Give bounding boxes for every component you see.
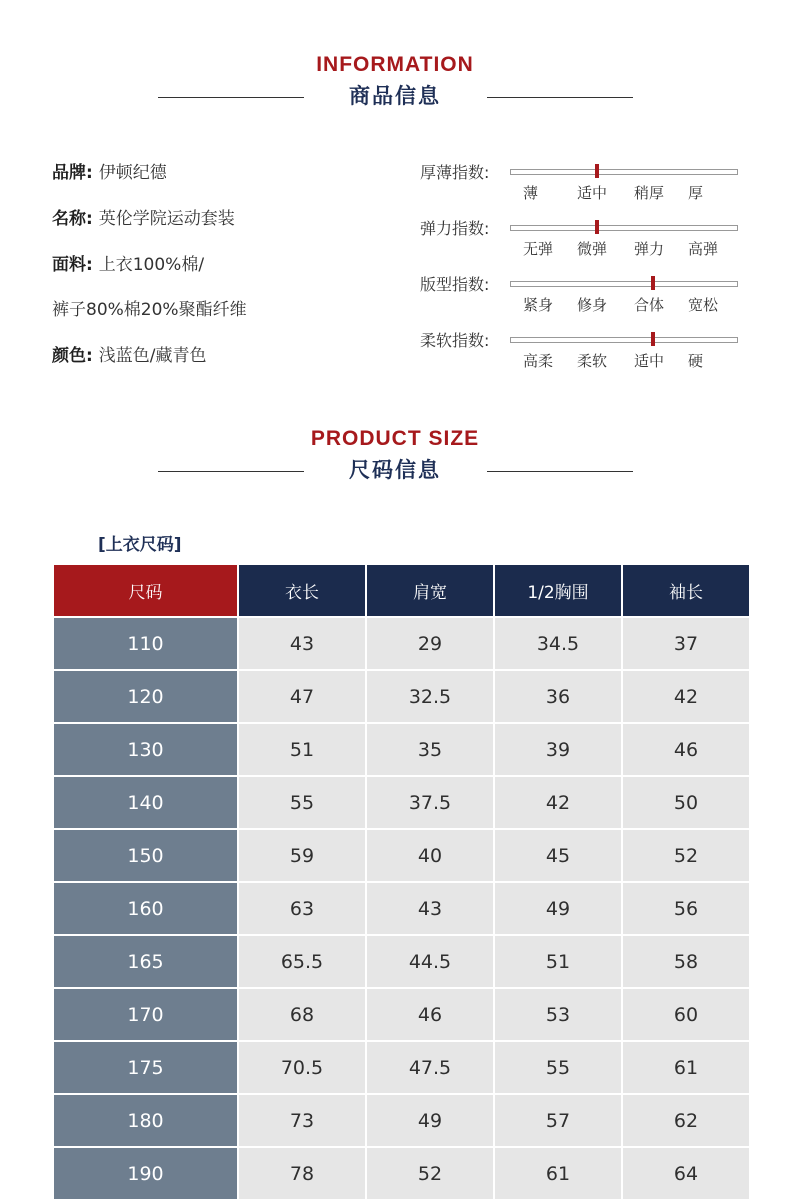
measure-cell: 55 (495, 1042, 621, 1093)
measure-cell: 61 (495, 1148, 621, 1199)
index-label: 柔软指数: (420, 331, 490, 350)
table-row (54, 1148, 749, 1199)
index-label: 厚薄指数: (420, 163, 490, 182)
product-info-value: 上衣100%棉/ (98, 255, 205, 275)
index-marker (595, 164, 599, 178)
table-row (54, 618, 749, 669)
index-option: 柔软 (577, 352, 608, 370)
product-info-line (52, 250, 204, 275)
measure-cell: 49 (495, 883, 621, 934)
product-info-line (52, 341, 206, 366)
measure-cell: 51 (495, 936, 621, 987)
index-marker (651, 332, 655, 346)
measure-cell: 53 (495, 989, 621, 1040)
info-title-row (0, 80, 790, 116)
index-option: 适中 (634, 352, 665, 370)
size-cell: 180 (54, 1095, 237, 1146)
measure-cell: 65.5 (239, 936, 365, 987)
index-option: 微弹 (577, 240, 608, 258)
measure-cell: 32.5 (367, 671, 493, 722)
table-row (54, 1095, 749, 1146)
measure-cell: 73 (239, 1095, 365, 1146)
product-info-key: 颜色: (52, 346, 99, 366)
index-marker (651, 276, 655, 290)
measure-cell: 52 (623, 830, 749, 881)
index-bar (510, 169, 738, 175)
measure-cell: 62 (623, 1095, 749, 1146)
index-option: 弹力 (634, 240, 665, 258)
size-table-header-cell: 袖长 (623, 565, 749, 616)
info-title-en: INFORMATION (316, 53, 474, 76)
size-cell: 150 (54, 830, 237, 881)
product-info-line (52, 204, 235, 229)
index-bar (510, 225, 738, 231)
measure-cell: 55 (239, 777, 365, 828)
top-size-subtitle: [上衣尺码] (98, 535, 182, 555)
index-marker (595, 220, 599, 234)
measure-cell: 43 (367, 883, 493, 934)
table-row (54, 724, 749, 775)
size-title-cn: 尺码信息 (349, 458, 441, 482)
measure-cell: 45 (495, 830, 621, 881)
product-info-value: 裤子80%棉20%聚酯纤维 (52, 300, 247, 320)
size-table-header-cell: 1/2胸围 (495, 565, 621, 616)
measure-cell: 29 (367, 618, 493, 669)
size-table-header-cell: 尺码 (54, 565, 237, 616)
measure-cell: 39 (495, 724, 621, 775)
measure-cell: 44.5 (367, 936, 493, 987)
measure-cell: 61 (623, 1042, 749, 1093)
product-info-key: 品牌: (52, 163, 99, 183)
size-title-en: PRODUCT SIZE (310, 427, 480, 450)
measure-cell: 78 (239, 1148, 365, 1199)
measure-cell: 50 (623, 777, 749, 828)
measure-cell: 42 (623, 671, 749, 722)
measure-cell: 52 (367, 1148, 493, 1199)
size-cell: 140 (54, 777, 237, 828)
measure-cell: 56 (623, 883, 749, 934)
size-cell: 175 (54, 1042, 237, 1093)
measure-cell: 47 (239, 671, 365, 722)
size-cell: 110 (54, 618, 237, 669)
table-row (54, 936, 749, 987)
index-label: 弹力指数: (420, 219, 490, 238)
measure-cell: 43 (239, 618, 365, 669)
index-option: 紧身 (523, 296, 554, 314)
index-row (420, 272, 740, 312)
table-row (54, 883, 749, 934)
measure-cell: 60 (623, 989, 749, 1040)
index-option: 修身 (577, 296, 608, 314)
measure-cell: 49 (367, 1095, 493, 1146)
product-info-value: 伊顿纪德 (98, 163, 167, 183)
index-option: 厚 (688, 184, 704, 202)
product-info-line (52, 158, 167, 183)
measure-cell: 37 (623, 618, 749, 669)
product-info-key: 面料: (52, 255, 99, 275)
index-option: 高柔 (523, 352, 554, 370)
measure-cell: 57 (495, 1095, 621, 1146)
size-title-row (0, 454, 790, 490)
product-info-key: 名称: (52, 209, 99, 229)
size-table-header-cell: 衣长 (239, 565, 365, 616)
size-table-header-cell: 肩宽 (367, 565, 493, 616)
measure-cell: 58 (623, 936, 749, 987)
measure-cell: 46 (623, 724, 749, 775)
product-info-line (52, 295, 247, 320)
index-label: 版型指数: (420, 275, 490, 294)
product-info-value: 浅蓝色/藏青色 (98, 346, 207, 366)
measure-cell: 46 (367, 989, 493, 1040)
size-cell: 190 (54, 1148, 237, 1199)
table-row (54, 830, 749, 881)
index-option: 薄 (523, 184, 539, 202)
size-cell: 130 (54, 724, 237, 775)
measure-cell: 63 (239, 883, 365, 934)
index-bar (510, 337, 738, 343)
measure-cell: 51 (239, 724, 365, 775)
size-cell: 120 (54, 671, 237, 722)
size-table (52, 563, 751, 1201)
info-title-cn: 商品信息 (349, 84, 441, 108)
index-row (420, 216, 740, 256)
index-option: 适中 (577, 184, 608, 202)
measure-cell: 68 (239, 989, 365, 1040)
index-bar (510, 281, 738, 287)
size-table-header (54, 565, 749, 616)
index-option: 硬 (688, 352, 704, 370)
measure-cell: 47.5 (367, 1042, 493, 1093)
measure-cell: 40 (367, 830, 493, 881)
table-row (54, 777, 749, 828)
index-option: 无弹 (523, 240, 554, 258)
measure-cell: 64 (623, 1148, 749, 1199)
index-row (420, 160, 740, 200)
product-info-value: 英伦学院运动套装 (98, 209, 235, 229)
size-cell: 160 (54, 883, 237, 934)
table-row (54, 989, 749, 1040)
measure-cell: 36 (495, 671, 621, 722)
measure-cell: 34.5 (495, 618, 621, 669)
divider-right (487, 97, 633, 98)
size-cell: 170 (54, 989, 237, 1040)
index-row (420, 328, 740, 368)
size-table-body (54, 618, 749, 1199)
index-option: 稍厚 (634, 184, 665, 202)
divider-right (487, 471, 633, 472)
index-option: 高弹 (688, 240, 719, 258)
measure-cell: 70.5 (239, 1042, 365, 1093)
index-option: 合体 (634, 296, 665, 314)
measure-cell: 59 (239, 830, 365, 881)
measure-cell: 42 (495, 777, 621, 828)
index-option: 宽松 (688, 296, 719, 314)
measure-cell: 35 (367, 724, 493, 775)
table-row (54, 1042, 749, 1093)
table-row (54, 671, 749, 722)
size-cell: 165 (54, 936, 237, 987)
measure-cell: 37.5 (367, 777, 493, 828)
